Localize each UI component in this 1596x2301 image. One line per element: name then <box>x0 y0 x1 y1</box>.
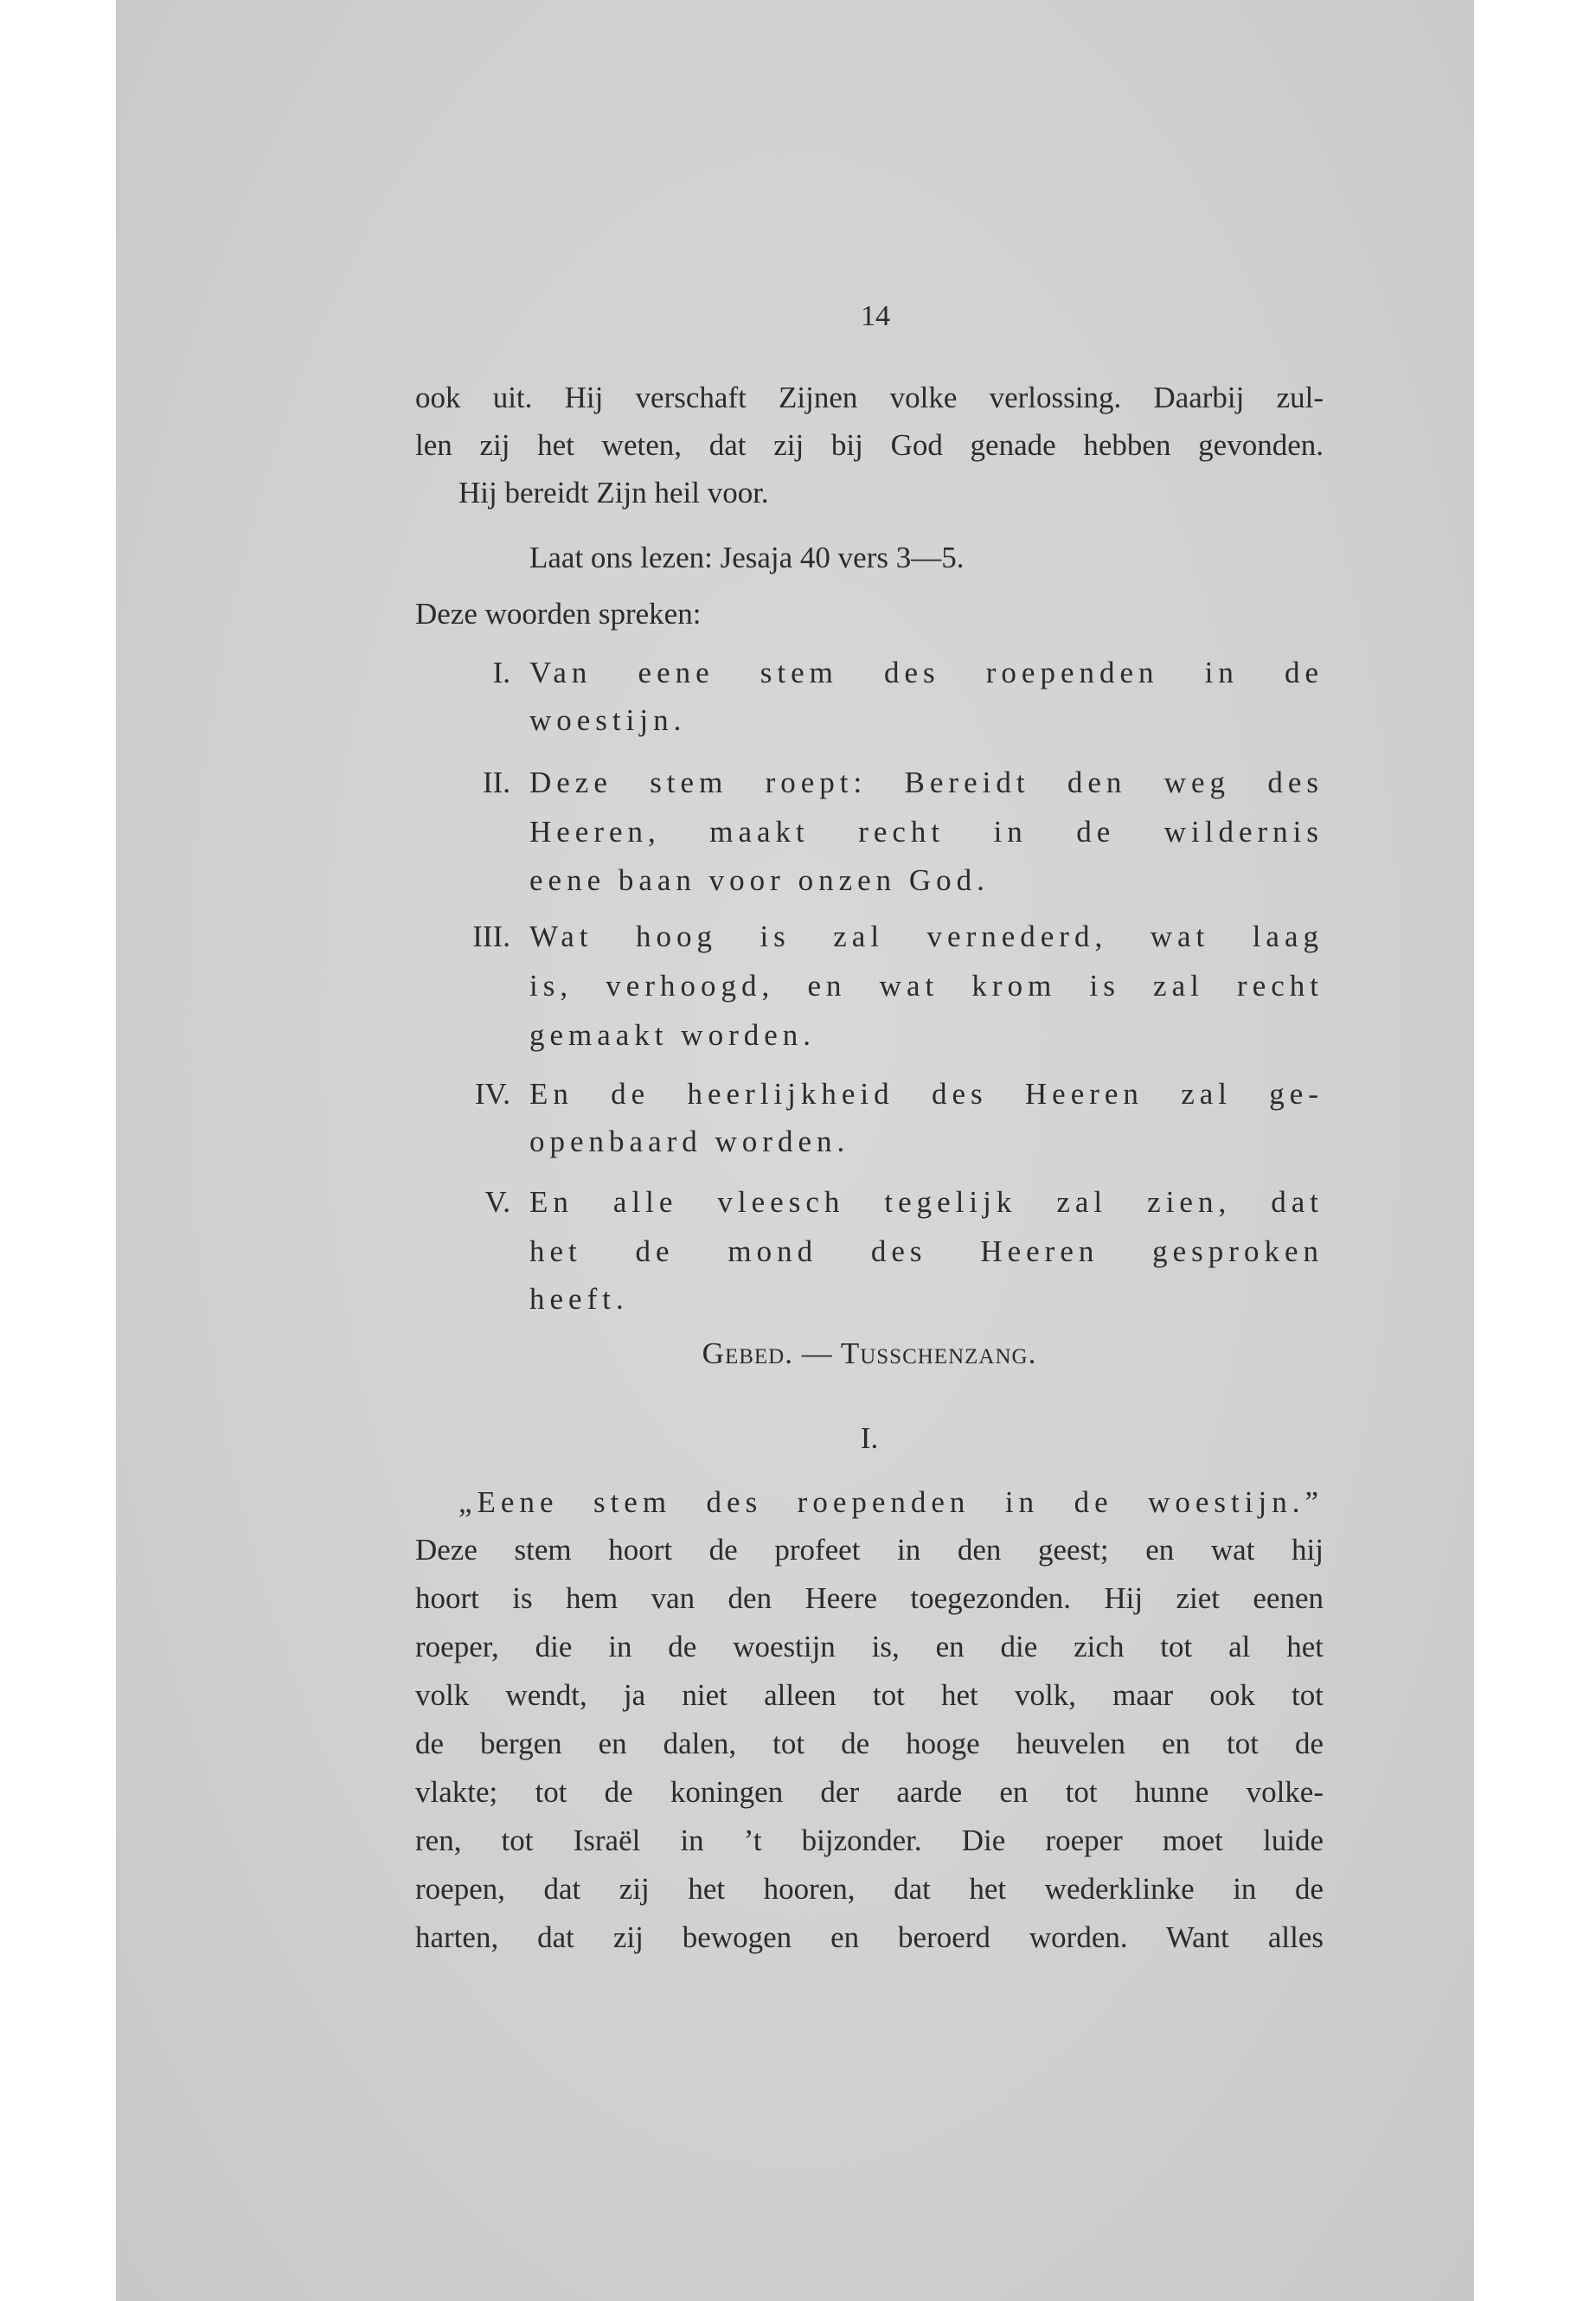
prayer-interlude-line: Gebed. — Tusschenzang. <box>702 1336 1037 1370</box>
page-number: 14 <box>861 300 890 332</box>
point-2-line-2: Heeren, maakt recht in de wildernis <box>529 815 1324 849</box>
point-number-2: II. <box>482 766 510 799</box>
intro-line-1: ook uit. Hij verschaft Zijnen volke verlossing. Daarbij zul- <box>415 381 1324 414</box>
body-line-9: harten, dat zij bewogen en beroerd worden. Want alles <box>415 1920 1324 1954</box>
reading-line: Laat ons lezen: Jesaja 40 vers 3—5. <box>529 541 965 574</box>
body-line-6: vlakte; tot de koningen der aarde en tot hunne volke- <box>415 1775 1324 1809</box>
point-4-line-1: En de heerlijkheid des Heeren zal ge- <box>529 1077 1324 1111</box>
point-3-line-2: is, verhoogd, en wat krom is zal recht <box>529 969 1324 1003</box>
quote-line: „Eene stem des roependen in de woestijn.” <box>458 1485 1324 1519</box>
point-number-5: V. <box>484 1185 510 1219</box>
point-3-line-3: gemaakt worden. <box>529 1018 817 1052</box>
point-3-line-1: Wat hoog is zal vernederd, wat laag <box>529 920 1324 953</box>
point-4-line-2: openbaard worden. <box>529 1125 850 1158</box>
point-5-line-2: het de mond des Heeren gesproken <box>529 1234 1324 1268</box>
point-1-line-1: Van eene stem des roependen in de <box>529 656 1324 689</box>
point-5-line-1: En alle vleesch tegelijk zal zien, dat <box>529 1185 1324 1219</box>
point-1-line-2: woestijn. <box>529 703 687 737</box>
intro-line-3: Hij bereidt Zijn heil voor. <box>458 476 769 510</box>
body-line-1: Deze stem hoort de profeet in den geest; en wat hij <box>415 1533 1324 1567</box>
point-number-3: III. <box>472 920 510 953</box>
section-heading: I. <box>860 1421 879 1455</box>
body-line-2: hoort is hem van den Heere toegezonden. Hij ziet eenen <box>415 1581 1324 1615</box>
body-line-4: volk wendt, ja niet alleen tot het volk, maar ook tot <box>415 1678 1324 1712</box>
point-number-1: I. <box>492 656 510 689</box>
point-2-line-1: Deze stem roept: Bereidt den weg des <box>529 766 1324 799</box>
body-line-5: de bergen en dalen, tot de hooge heuvelen en tot de <box>415 1727 1324 1760</box>
point-number-4: IV. <box>474 1077 510 1111</box>
point-2-line-3: eene baan voor onzen God. <box>529 863 990 897</box>
body-line-7: ren, tot Israël in ’t bijzonder. Die roeper moet luide <box>415 1823 1324 1857</box>
intro-line-2: len zij het weten, dat zij bij God genade hebben gevonden. <box>415 428 1324 462</box>
body-line-8: roepen, dat zij het hooren, dat het wederklinke in de <box>415 1872 1324 1906</box>
body-line-3: roeper, die in de woestijn is, en die zich tot al het <box>415 1630 1324 1663</box>
words-line: Deze woorden spreken: <box>415 597 702 631</box>
point-5-line-3: heeft. <box>529 1282 629 1316</box>
